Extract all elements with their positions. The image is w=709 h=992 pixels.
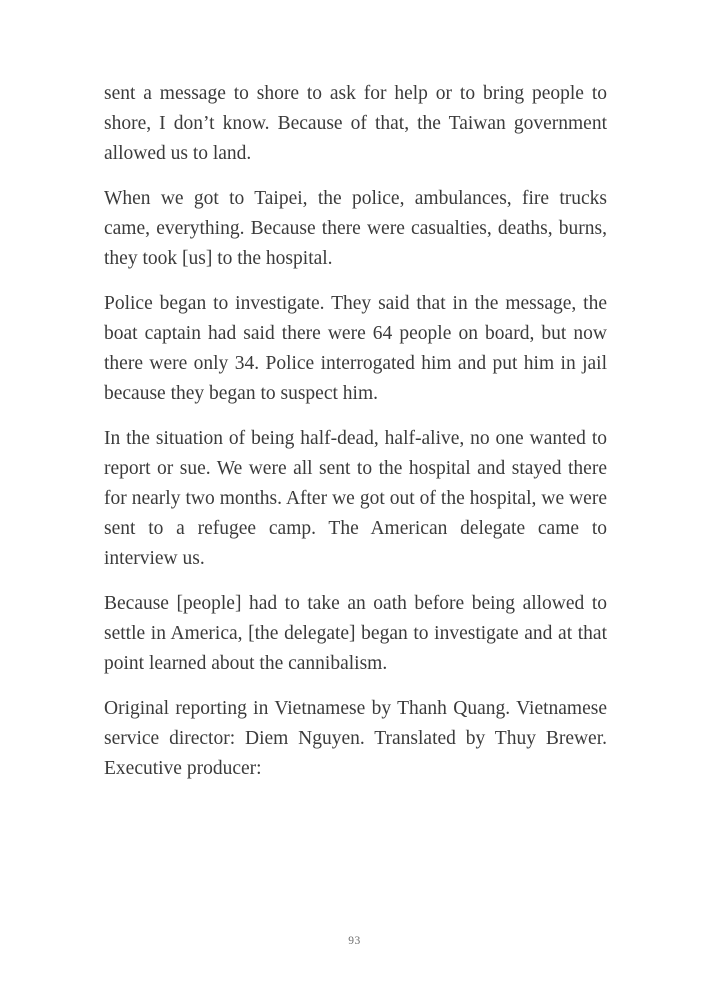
page-body-text xyxy=(104,79,607,799)
page-footer xyxy=(0,931,709,949)
paragraph: Original reporting in Vietnamese by Thanh Quang. Vietnamese service director: Diem Nguyen. Translated by Thuy Brewer. Executive producer: xyxy=(104,698,607,779)
paragraph: In the situation of being half-dead, half-alive, no one wanted to report or sue. We were all sent to the hospital and stayed there for nearly two months. After we got out of the hospital, we were sent to a refugee camp. The American delegate came to interview us. xyxy=(104,428,607,569)
paragraph: Police began to investigate. They said that in the message, the boat captain had said there were 64 people on board, but now there were only 34. Police interrogated him and put him in jail because they began to suspect him. xyxy=(104,293,607,404)
paragraph: sent a message to shore to ask for help or to bring people to shore, I don’t know. Because of that, the Taiwan government allowed us to land. xyxy=(104,83,607,164)
paragraph: Because [people] had to take an oath before being allowed to settle in America, [the delegate] began to investigate and at that point learned about the cannibalism. xyxy=(104,593,607,674)
paragraph: When we got to Taipei, the police, ambulances, fire trucks came, everything. Because there were casualties, deaths, burns, they took [us] to the hospital. xyxy=(104,188,607,269)
page-number: 93 xyxy=(348,935,361,947)
